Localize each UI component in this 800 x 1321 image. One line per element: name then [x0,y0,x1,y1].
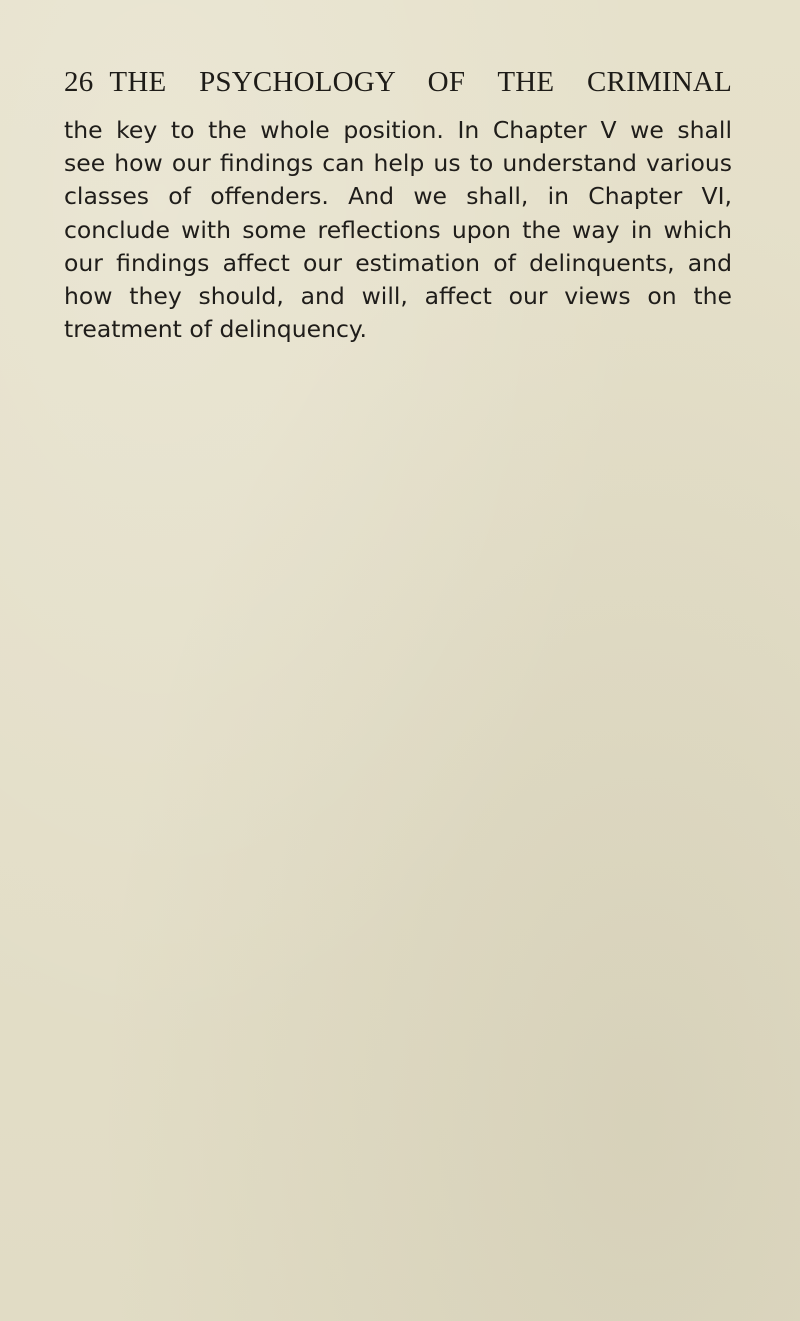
text-line: classes of offenders. And we shall, in Chapter VI, [64,182,732,211]
text-line: conclude with some reflections upon the way in which [64,215,732,244]
text-line: how they should, and will, affect our views on the [64,282,732,311]
body-paragraph [64,114,732,346]
running-title: THE PSYCHOLOGY OF THE CRIMINAL [109,66,732,98]
text-line: the key to the whole position. In Chapter V we shall [64,116,732,144]
running-header [64,66,732,106]
text-line: see how our findings can help us to understand various [64,149,732,178]
text-line: our findings affect our estimation of delinquents, and [64,248,732,277]
page-number: 26 [64,66,94,98]
text-line: treatment of delinquency. [64,315,367,344]
